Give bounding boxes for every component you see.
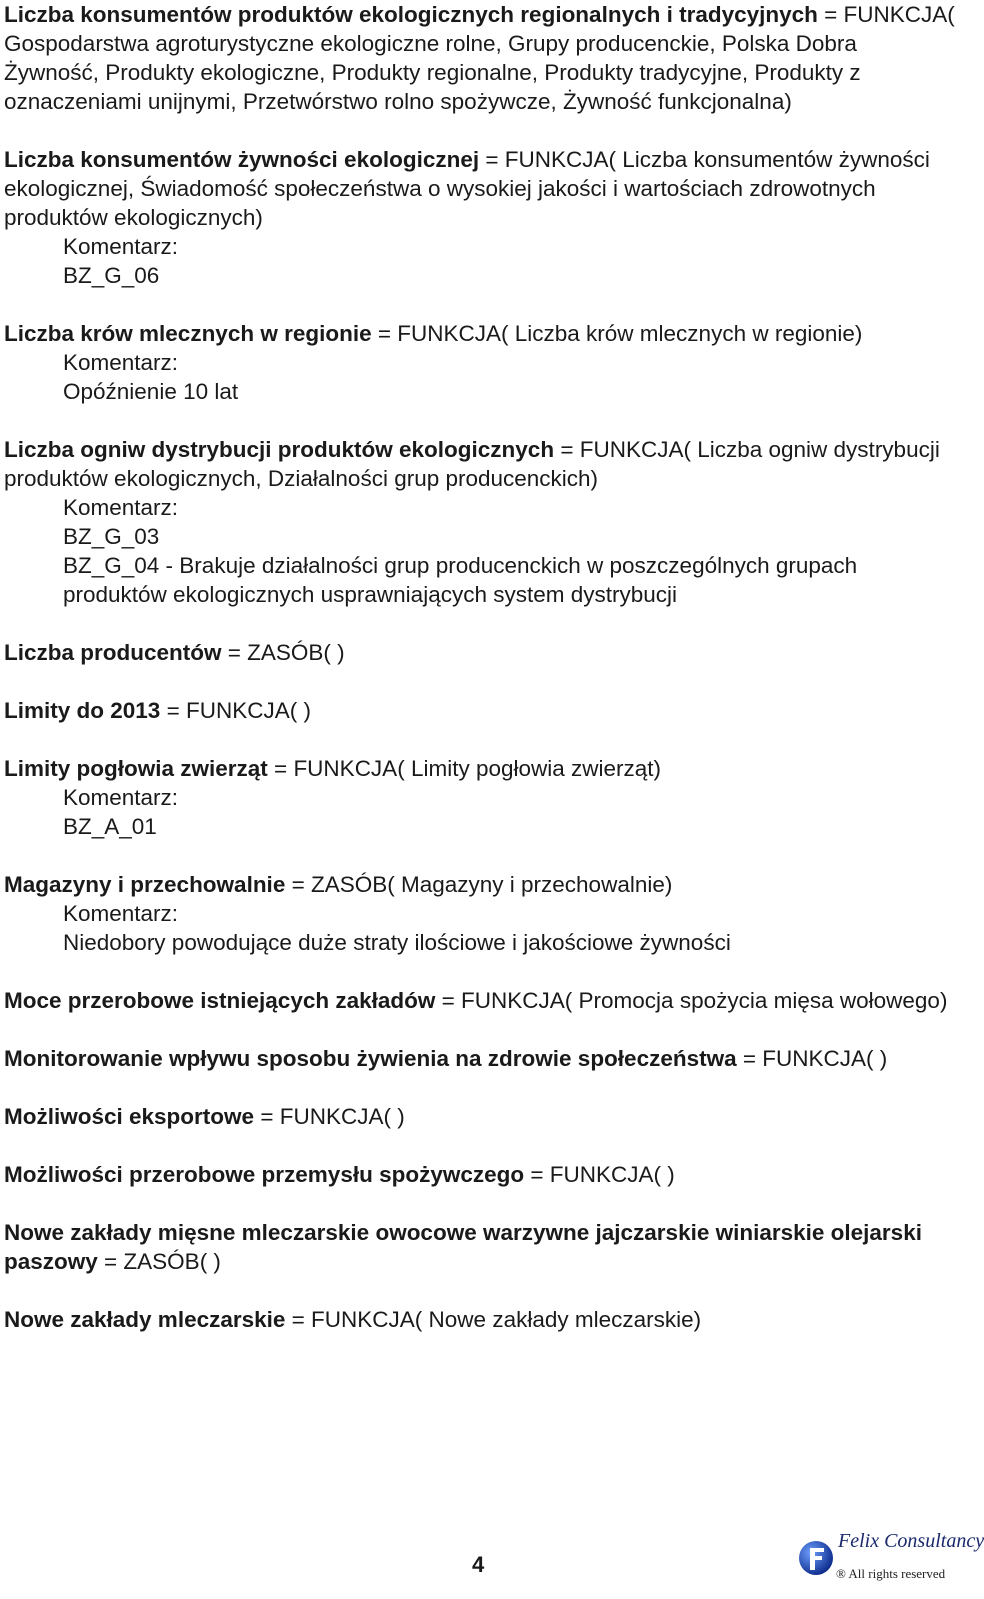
comment-label: Komentarz:: [63, 901, 179, 926]
document-body: [4, 0, 956, 1363]
variable-formula: = FUNKCJA( Liczba konsumentów żywności ekologicznej, Świadomość społeczeństwa o wysokiej jakości i wartościach zdrowotnych produktów ekologicznych): [4, 147, 930, 230]
variable-formula: = ZASÓB( ): [97, 1249, 221, 1274]
definition-line: [4, 986, 956, 1015]
definition-line: [4, 1044, 956, 1073]
definition-line: [4, 1160, 956, 1189]
definition-entry: [4, 1218, 956, 1276]
comment-label: Komentarz:: [63, 350, 179, 375]
variable-name: Limity do 2013: [4, 698, 161, 723]
variable-name: Możliwości przerobowe przemysłu spożywczego: [4, 1162, 525, 1187]
definition-entry: [4, 638, 956, 667]
comment-text: BZ_G_04 - Brakuje działalności grup producenckich w poszczególnych grupach produktów ekologicznych usprawniających system dystrybucji: [63, 553, 858, 607]
variable-formula: = FUNKCJA( Liczba ogniw dystrybucji produktów ekologicznych, Działalności grup producenckich): [4, 437, 940, 491]
variable-name: Liczba ogniw dystrybucji produktów ekologicznych: [4, 437, 555, 462]
definition-entry: [4, 986, 956, 1015]
comment-block: [4, 348, 956, 406]
variable-name: Liczba konsumentów produktów ekologicznych regionalnych i tradycyjnych: [4, 2, 818, 27]
variable-name: Nowe zakłady mięsne mleczarskie owocowe warzywne jajczarskie winiarskie olejarski paszowy: [4, 1220, 922, 1274]
page-number: 4: [472, 1552, 485, 1577]
definition-line: [4, 319, 956, 348]
variable-name: Limity pogłowia zwierząt: [4, 756, 268, 781]
variable-name: Liczba konsumentów żywności ekologicznej: [4, 147, 480, 172]
definition-entry: [4, 1305, 956, 1334]
variable-formula: = FUNKCJA( Liczba krów mlecznych w regionie): [371, 321, 863, 346]
variable-formula: = ZASÓB( ): [221, 640, 345, 665]
comment-text: Opóźnienie 10 lat: [63, 379, 239, 404]
logo-rights-text: ® All rights reserved: [836, 1566, 946, 1581]
definition-line: [4, 754, 956, 783]
definition-entry: [4, 319, 956, 406]
variable-formula: = FUNKCJA( ): [736, 1046, 888, 1071]
definition-line: [4, 1102, 956, 1131]
definition-entry: [4, 754, 956, 841]
variable-name: Możliwości eksportowe: [4, 1104, 255, 1129]
variable-formula: = FUNKCJA( ): [524, 1162, 675, 1187]
variable-formula: = FUNKCJA( ): [254, 1104, 405, 1129]
comment-text: BZ_G_03: [63, 524, 160, 549]
comment-block: [4, 899, 956, 957]
definition-line: [4, 696, 956, 725]
definition-entry: [4, 696, 956, 725]
variable-name: Nowe zakłady mleczarskie: [4, 1307, 286, 1332]
variable-name: Monitorowanie wpływu sposobu żywienia na zdrowie społeczeństwa: [4, 1046, 737, 1071]
comment-block: [4, 232, 956, 290]
definition-line: [4, 145, 956, 232]
definition-line: [4, 638, 956, 667]
definition-entry: [4, 435, 956, 609]
comment-text: Niedobory powodujące duże straty ilościowe i jakościowe żywności: [63, 930, 731, 955]
variable-formula: = FUNKCJA( Nowe zakłady mleczarskie): [285, 1307, 702, 1332]
variable-name: Liczba producentów: [4, 640, 222, 665]
variable-formula: = FUNKCJA( Limity pogłowia zwierząt): [267, 756, 662, 781]
comment-label: Komentarz:: [63, 234, 179, 259]
definition-line: [4, 1305, 956, 1334]
variable-name: Moce przerobowe istniejących zakładów: [4, 988, 436, 1013]
variable-name: Liczba krów mlecznych w regionie: [4, 321, 372, 346]
variable-formula: = FUNKCJA( Gospodarstwa agroturystyczne ekologiczne rolne, Grupy producenckie, Polska Dobra Żywność, Produkty ekologiczne, Produkty regionalne, Produkty tradycyjne, Produkty z oznaczeniami unijnymi, Przetwórstwo rolno spożywcze, Żywność funkcjonalna): [4, 2, 955, 114]
definition-entry: [4, 145, 956, 290]
definition-line: [4, 435, 956, 493]
variable-formula: = FUNKCJA( Promocja spożycia mięsa wołowego): [435, 988, 948, 1013]
comment-text: BZ_A_01: [63, 814, 157, 839]
logo-globe-icon: [798, 1540, 834, 1576]
variable-name: Magazyny i przechowalnie: [4, 872, 286, 897]
definition-entry: [4, 1160, 956, 1189]
variable-formula: = FUNKCJA( ): [160, 698, 311, 723]
definition-line: [4, 0, 956, 116]
comment-block: [4, 783, 956, 841]
variable-formula: = ZASÓB( Magazyny i przechowalnie): [285, 872, 673, 897]
company-logo: [798, 1530, 984, 1594]
comment-label: Komentarz:: [63, 785, 179, 810]
comment-text: BZ_G_06: [63, 263, 160, 288]
definition-line: [4, 870, 956, 899]
logo-text: Felix Consultancy: [838, 1530, 984, 1552]
definition-entry: [4, 1044, 956, 1073]
definition-entry: [4, 870, 956, 957]
definition-entry: [4, 1102, 956, 1131]
definition-entry: [4, 0, 956, 116]
comment-block: [4, 493, 956, 609]
definition-line: [4, 1218, 956, 1276]
comment-label: Komentarz:: [63, 495, 179, 520]
